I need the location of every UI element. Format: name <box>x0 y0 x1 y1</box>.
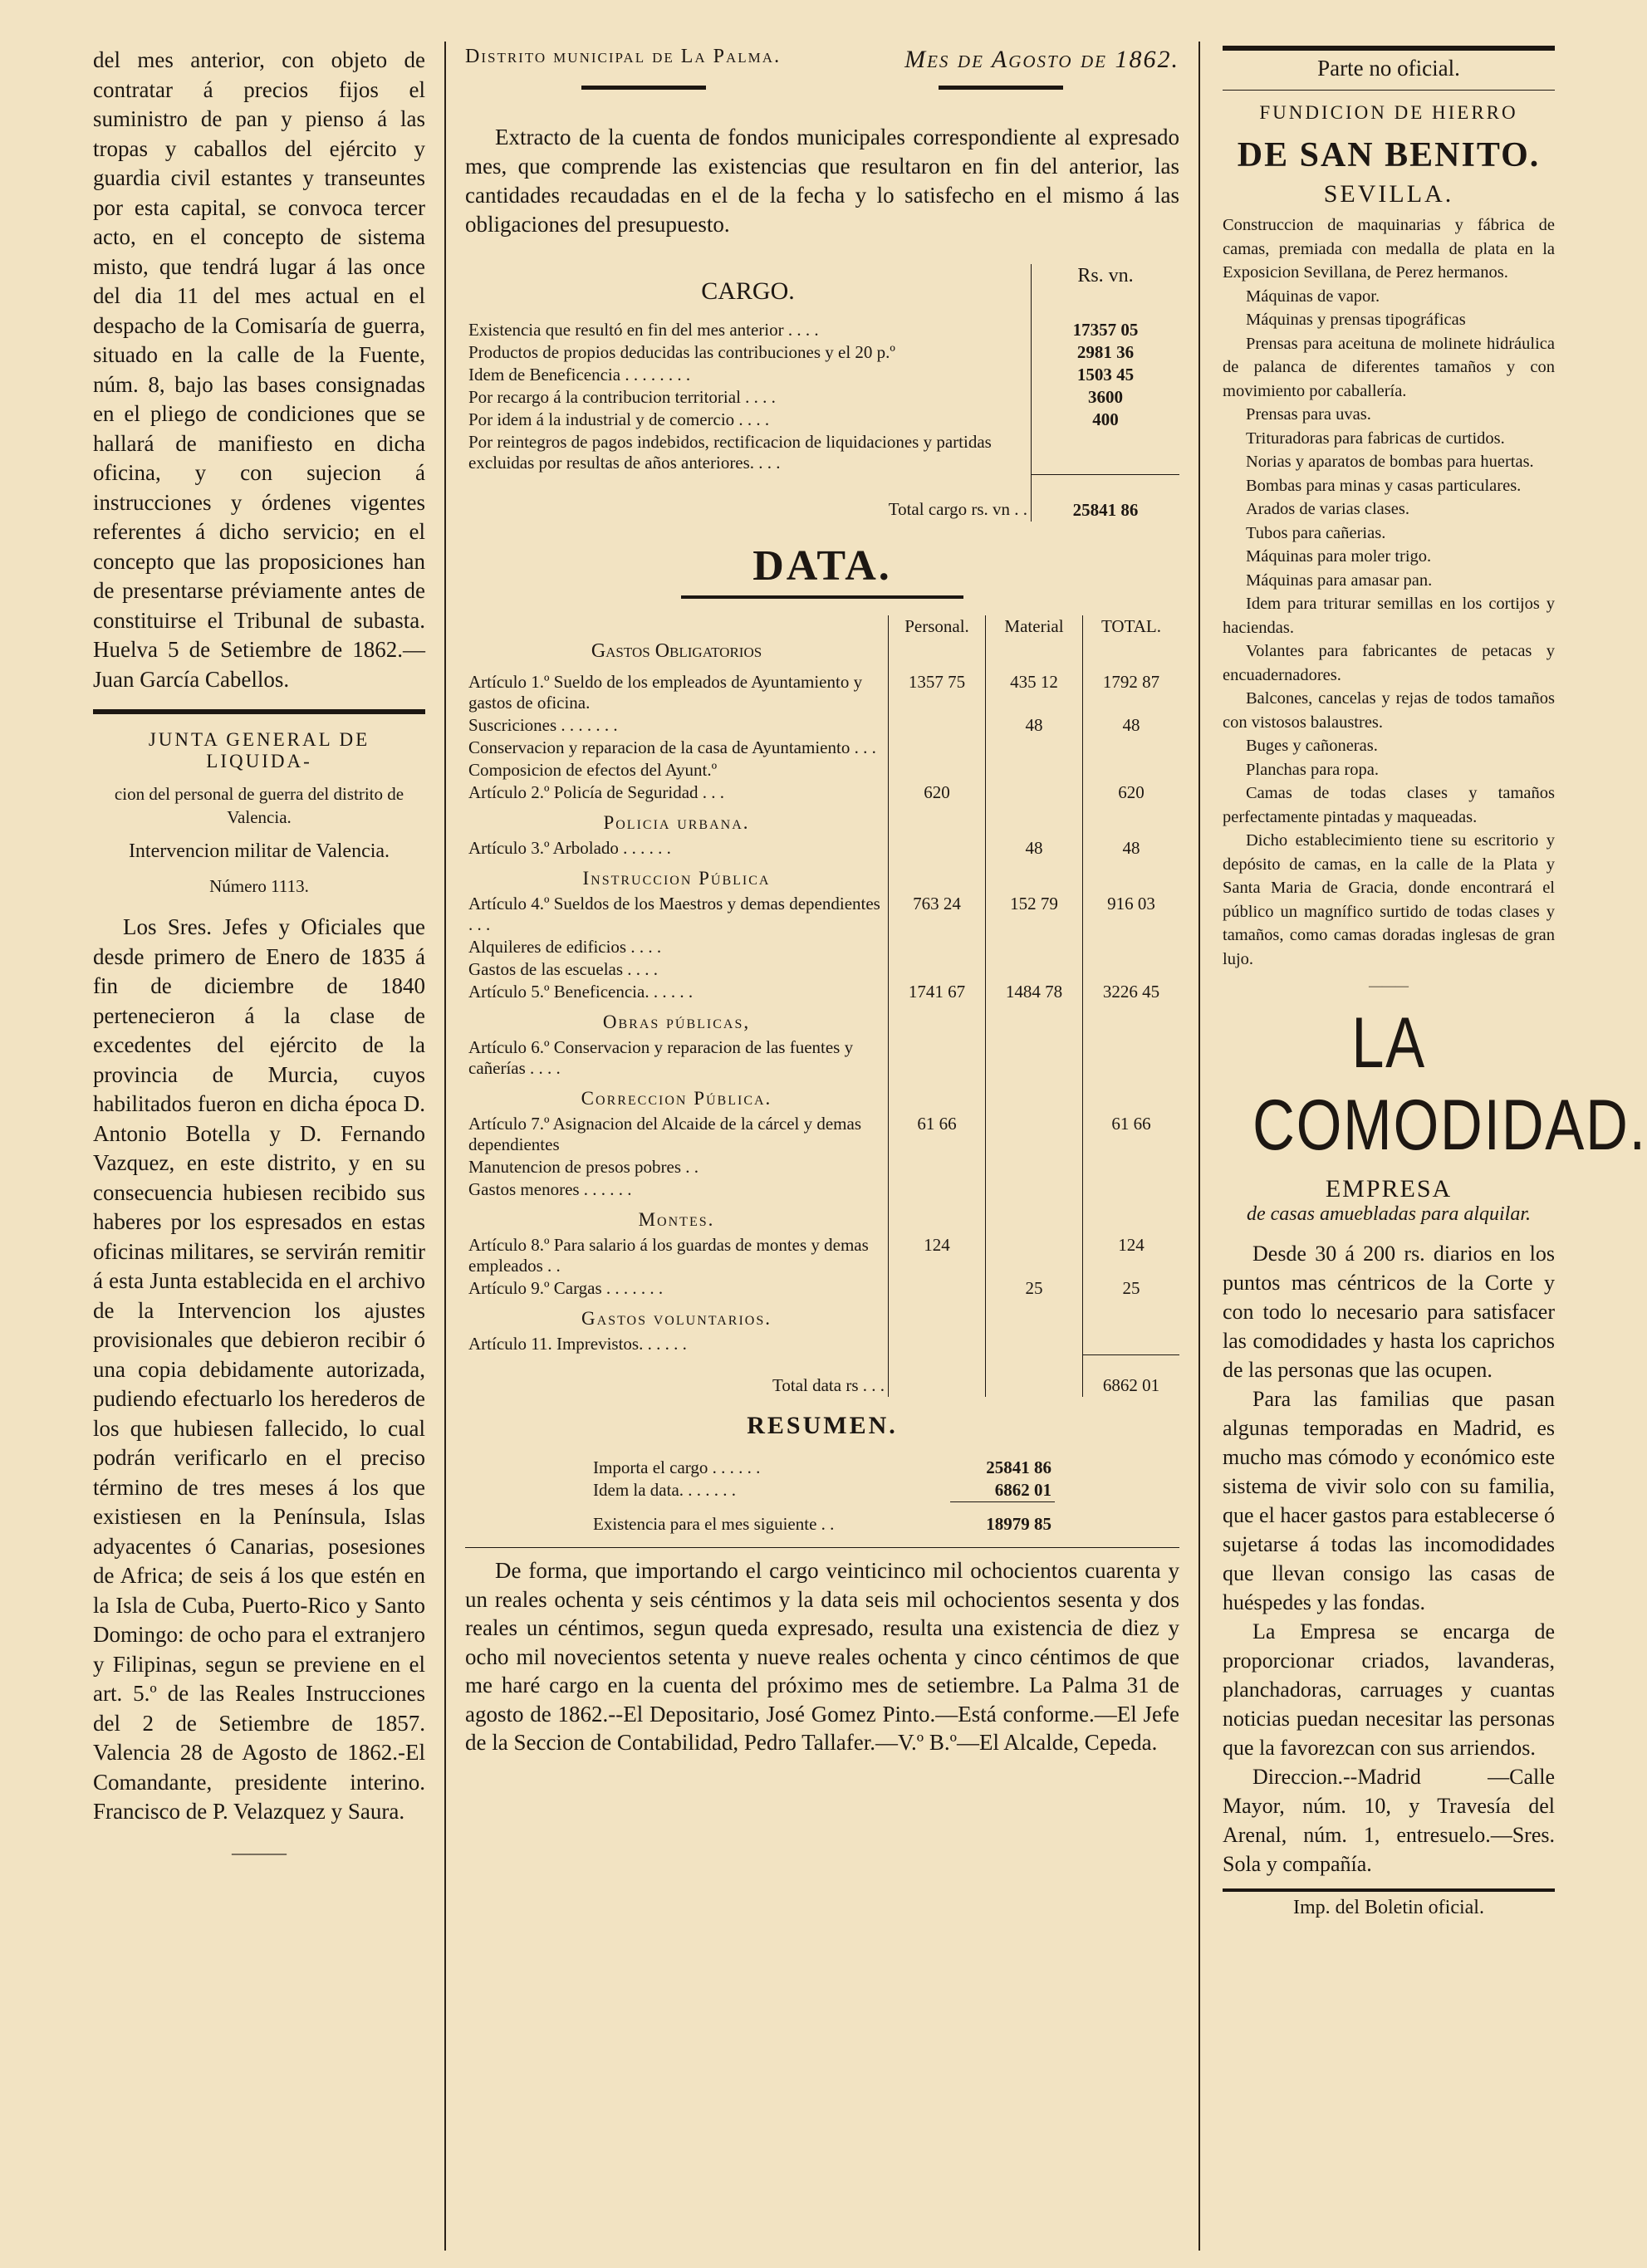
data-row-material <box>986 781 1083 804</box>
data-divider <box>681 595 963 599</box>
data-row-label: Artículo 7.º Asignacion del Alcaide de la cárcel y demas dependientes <box>468 1113 862 1154</box>
cargo-row-label: Existencia que resultó en fin del mes anterior . . . . <box>468 320 819 340</box>
data-row-material: 1484 78 <box>986 981 1083 1003</box>
data-row <box>465 981 1179 1003</box>
col-header-personal: Personal. <box>889 615 986 671</box>
middle-column <box>465 46 1179 1757</box>
fundicion-item: Arados de varias clases. <box>1246 500 1409 518</box>
resumen-table <box>590 1457 1055 1536</box>
resumen-value: 6862 01 <box>994 1480 1051 1500</box>
data-row-total: 48 <box>1083 714 1180 737</box>
data-row <box>465 893 1179 936</box>
cargo-row-value: 3600 <box>1032 386 1180 409</box>
data-row <box>465 1156 1179 1178</box>
end-mark: ——— <box>232 1841 287 1863</box>
data-row-label: Artículo 8.º Para salario á los guardas de montes y demas empleados . . <box>468 1234 869 1276</box>
data-row <box>465 1277 1179 1300</box>
header-ornaments <box>465 86 1179 90</box>
resumen-row <box>590 1457 1055 1479</box>
data-row-label: Gastos de las escuelas . . . . <box>468 958 659 979</box>
data-row-personal: 763 24 <box>889 893 986 936</box>
existencia-value: 18979 85 <box>950 1502 1055 1536</box>
data-section-row <box>465 1201 1179 1234</box>
small-divider: ——— <box>1369 979 1409 993</box>
san-benito-title: DE SAN BENITO. <box>1237 136 1541 174</box>
data-row-material <box>986 1156 1083 1178</box>
data-row-personal: 620 <box>889 781 986 804</box>
data-section-row <box>465 804 1179 837</box>
data-row-total <box>1083 737 1180 759</box>
data-row-material <box>986 936 1083 958</box>
data-row-label: Artículo 3.º Arbolado . . . . . . <box>468 837 671 858</box>
col-header-gastos: Gastos Obligatorios <box>591 639 762 662</box>
data-section-label: Montes. <box>638 1208 715 1230</box>
data-row-total <box>1083 1178 1180 1201</box>
fundicion-item: Dicho establecimiento tiene su escritorio y depósito de camas, en la calle de la Plata y Santa Maria de Gracia, donde encontrará el público un magnífico surtido de todas clases y tamaños, como camas doradas inglesas de gran lujo. <box>1223 831 1555 968</box>
fundicion-item: Camas de todas clases y tamaños perfectamente pintadas y maqueadas. <box>1223 784 1555 826</box>
fundicion-list <box>1223 213 1555 971</box>
comodidad-p1: Desde 30 á 200 rs. diarios en los puntos mas céntricos de la Corte y con todo lo necesario para satisfacer las comodidades y hasta los caprichos de las personas que las ocupen. <box>1223 1242 1555 1382</box>
parte-rule <box>1223 90 1555 91</box>
data-row-material <box>986 1333 1083 1355</box>
cargo-row-value: 2981 36 <box>1032 341 1180 364</box>
data-total-label: Total data rs . . . <box>772 1374 885 1395</box>
comodidad-p4: Direccion.--Madrid —Calle Mayor, núm. 10, y Travesía del Arenal, núm. 1, entresuelo.—Sres. Sola y compañía. <box>1223 1765 1555 1876</box>
fundicion-item: Planchas para ropa. <box>1246 760 1379 779</box>
data-row-total <box>1083 936 1180 958</box>
closing-divider <box>465 1547 1179 1548</box>
data-row-total <box>1083 1333 1180 1355</box>
data-row-total: 25 <box>1083 1277 1180 1300</box>
data-row-personal: 1741 67 <box>889 981 986 1003</box>
data-row-material <box>986 1234 1083 1277</box>
data-row <box>465 1333 1179 1355</box>
fundicion-item: Prensas para aceituna de molinete hidráulica de palanca de diferentes tamaños y con movimiento por caballería. <box>1223 334 1555 400</box>
data-row-label: Artículo 6.º Conservacion y reparacion de las fuentes y cañerías . . . . <box>468 1036 854 1078</box>
data-row-material <box>986 1036 1083 1080</box>
heavy-divider <box>93 709 425 714</box>
data-row-label: Artículo 11. Imprevistos. . . . . . <box>468 1333 687 1354</box>
junta-title: JUNTA GENERAL DE LIQUIDA- <box>148 729 370 772</box>
data-row-material <box>986 958 1083 981</box>
data-row-personal <box>889 1277 986 1300</box>
resumen-label: Importa el cargo . . . . . . <box>593 1457 761 1477</box>
comodidad-p3: La Empresa se encarga de proporcionar criados, lavanderas, planchadoras, carruages y cuantas noticias puedan necesitar las personas que la favorezcan con sus arriendos. <box>1223 1619 1555 1760</box>
parte-no-oficial: Parte no oficial. <box>1317 56 1460 81</box>
col-header-material: Material <box>986 615 1083 671</box>
fundicion-item: Tubos para cañerias. <box>1246 523 1386 542</box>
cargo-row-value <box>1032 431 1180 474</box>
data-section-label: Correccion Pública. <box>581 1087 772 1109</box>
data-title: DATA. <box>752 541 892 590</box>
data-row-label: Gastos menores . . . . . . <box>468 1178 632 1199</box>
data-row-personal <box>889 958 986 981</box>
column-rule-left <box>444 42 446 2251</box>
data-row-material: 25 <box>986 1277 1083 1300</box>
data-row-label: Artículo 1.º Sueldo de los empleados de Ayuntamiento y gastos de oficina. <box>468 671 863 713</box>
data-row <box>465 737 1179 759</box>
fundicion-item: Volantes para fabricantes de petacas y encuadernadores. <box>1223 642 1555 684</box>
cargo-row-label: Por idem á la industrial y de comercio . . . . <box>468 409 770 429</box>
data-row <box>465 759 1179 781</box>
data-row-total: 48 <box>1083 837 1180 860</box>
cargo-row-label: Productos de propios deducidas las contribuciones y el 20 p.º <box>468 342 895 362</box>
data-row-material: 435 12 <box>986 671 1083 714</box>
fundicion-item: Bombas para minas y casas particulares. <box>1246 476 1522 495</box>
data-row-total: 916 03 <box>1083 893 1180 936</box>
data-row-total: 61 66 <box>1083 1113 1180 1156</box>
data-row-material: 48 <box>986 714 1083 737</box>
data-row-label: Conservacion y reparacion de la casa de Ayuntamiento . . . <box>468 737 876 757</box>
cargo-row <box>465 409 1179 431</box>
data-row-personal: 1357 75 <box>889 671 986 714</box>
cargo-row <box>465 341 1179 364</box>
data-row <box>465 714 1179 737</box>
numero-label: Número 1113. <box>209 876 309 896</box>
fundicion-item: Prensas para uvas. <box>1246 405 1371 424</box>
junta-subtitle: cion del personal de guerra del distrito de Valencia. <box>114 784 404 827</box>
comodidad-title: LA COMODIDAD. <box>1252 1003 1647 1165</box>
middle-header <box>465 46 1179 74</box>
cargo-total: 25841 86 <box>1032 474 1180 522</box>
cargo-total-label: Total cargo rs. vn . . <box>888 499 1027 519</box>
data-row-label: Composicion de efectos del Ayunt.º <box>468 759 718 780</box>
data-row <box>465 1036 1179 1080</box>
data-row-personal <box>889 1156 986 1178</box>
data-table <box>465 615 1179 1398</box>
rs-header: Rs. vn. <box>1032 264 1180 319</box>
left-paragraph-2: Los Sres. Jefes y Oficiales que desde primero de Enero de 1835 á fin de diciembre de 1840 pertenecieron á la clase de excedentes del ejército de la provincia de Murcia, cuyos habilitados fueron en dicha época D. Antonio Botella y D. Fernando Vazquez, en este distrito, y en su consecuencia hubiesen recibido sus haberes por los espresados en estas oficinas militares, se servirán remitir á esta Junta establecida en el archivo de la Intervencion los ajustes provisionales que debieron recibir ó una copia debidamente autorizada, pudiendo efectuarlo los herederos de los que hubiesen fallecido, lo cual podrán verificarlo en el preciso término de tres meses á los que existiesen en la Península, Islas adyacentes ó Canarias, posesiones de Africa; de seis á los que estén en la Isla de Cuba, Puerto-Rico y Santo Domingo: de ocho para el extranjero y Filipinas, segun se previene en el art. 5.º de las Reales Instrucciones del 2 de Setiembre de 1857. Valencia 28 de Agosto de 1862.-El Comandante, presidente interino. Francisco de P. Velazquez y Saura. <box>93 914 425 1824</box>
empresa-title: EMPRESA <box>1325 1175 1453 1203</box>
data-row-total <box>1083 1156 1180 1178</box>
data-row-total: 620 <box>1083 781 1180 804</box>
data-row-material <box>986 737 1083 759</box>
data-row-total <box>1083 1036 1180 1080</box>
data-section-row <box>465 1300 1179 1333</box>
data-section-row <box>465 1080 1179 1113</box>
column-rule-right <box>1198 42 1200 2251</box>
data-row-personal <box>889 1036 986 1080</box>
cargo-row-value: 17357 05 <box>1032 319 1180 341</box>
sevilla-title: SEVILLA. <box>1323 180 1454 208</box>
data-section-row <box>465 860 1179 893</box>
resumen-title: RESUMEN. <box>747 1412 898 1439</box>
data-row-total <box>1083 958 1180 981</box>
data-row <box>465 936 1179 958</box>
fundicion-item: Idem para triturar semillas en los cortijos y haciendas. <box>1223 595 1555 637</box>
comodidad-p2: Para las familias que pasan algunas temporadas en Madrid, es mucho mas cómodo y económico este sistema de vivir solo con su familia, que el hacer gastos para establecerse ó sujetarse á todas las incomodidades que llevan consigo las casas de huéspedes y las fondas. <box>1223 1387 1555 1614</box>
data-row <box>465 671 1179 714</box>
data-row-label: Alquileres de edificios . . . . <box>468 936 662 957</box>
cargo-table <box>465 264 1179 522</box>
closing-paragraph: De forma, que importando el cargo veinticinco mil ochocientos cuarenta y un reales ochenta y seis céntimos y la data seis mil ochocientos sesenta y dos reales un céntimos, segun queda expresado, resulta una existencia de diez y ocho mil novecientos setenta y nueve reales ochenta y cinco céntimos de que me haré cargo en la cuenta del próximo mes de setiembre. La Palma 31 de agosto de 1862.--El Depositario, José Gomez Pinto.—Está conforme.—El Jefe de la Seccion de Contabilidad, Pedro Tallafer.—V.º B.º—El Alcalde, Cepeda. <box>465 1558 1179 1755</box>
cargo-row-label: Idem de Beneficencia . . . . . . . . <box>468 365 691 385</box>
data-section-label: Policia urbana. <box>603 811 750 833</box>
data-row <box>465 781 1179 804</box>
fundicion-item: Balcones, cancelas y rejas de todos tamaños con vistosos balaustres. <box>1223 689 1555 732</box>
data-row-label: Artículo 2.º Policía de Seguridad . . . <box>468 781 725 802</box>
data-row-personal <box>889 936 986 958</box>
data-row <box>465 1234 1179 1277</box>
cargo-row-label: Por reintegros de pagos indebidos, rectificacion de liquidaciones y partidas excluidas por resultas de años anteriores. . . . <box>468 432 992 473</box>
data-row-total: 1792 87 <box>1083 671 1180 714</box>
fundicion-item: Máquinas para amasar pan. <box>1246 571 1433 590</box>
data-row <box>465 1113 1179 1156</box>
data-row-label: Artículo 9.º Cargas . . . . . . . <box>468 1277 664 1298</box>
data-row-material <box>986 1178 1083 1201</box>
data-row-total: 124 <box>1083 1234 1180 1277</box>
fundicion-intro: Construccion de maquinarias y fábrica de camas, premiada con medalla de plata en la Exposicion Sevillana, de Perez hermanos. <box>1223 216 1555 282</box>
data-row-label: Manutencion de presos pobres . . <box>468 1156 699 1177</box>
imprenta-footer: Imp. del Boletin oficial. <box>1223 1888 1555 1919</box>
data-row-personal: 124 <box>889 1234 986 1277</box>
data-row-personal <box>889 737 986 759</box>
data-row-material: 48 <box>986 837 1083 860</box>
data-section-label: Instruccion Pública <box>582 867 771 889</box>
data-row-label: Suscriciones . . . . . . . <box>468 714 618 735</box>
data-row <box>465 958 1179 981</box>
data-row-label: Artículo 5.º Beneficencia. . . . . . <box>468 981 694 1002</box>
data-section-label: Obras públicas, <box>602 1011 751 1032</box>
fundicion-item: Máquinas y prensas tipográficas <box>1246 311 1466 329</box>
cargo-row-value: 400 <box>1032 409 1180 431</box>
cargo-row <box>465 364 1179 386</box>
fundicion-item: Buges y cañoneras. <box>1246 737 1378 755</box>
data-row-total <box>1083 759 1180 781</box>
cargo-row <box>465 386 1179 409</box>
resumen-label: Idem la data. . . . . . . <box>593 1480 737 1500</box>
col-header-total: TOTAL. <box>1083 615 1180 671</box>
data-row-material <box>986 759 1083 781</box>
fundicion-item: Norias y aparatos de bombas para huertas. <box>1246 453 1534 471</box>
district-title: Distrito municipal de La Palma. <box>465 46 782 67</box>
data-row-personal: 61 66 <box>889 1113 986 1156</box>
cargo-row-label: Por recargo á la contribucion territorial . . . . <box>468 387 776 407</box>
fundicion-title: FUNDICION DE HIERRO <box>1259 102 1518 123</box>
cargo-title: CARGO. <box>701 277 795 305</box>
fundicion-item: Máquinas para moler trigo. <box>1246 547 1432 566</box>
cargo-row <box>465 319 1179 341</box>
resumen-value: 25841 86 <box>986 1457 1051 1477</box>
data-row-total: 3226 45 <box>1083 981 1180 1003</box>
data-row-personal <box>889 714 986 737</box>
cargo-row <box>465 431 1179 474</box>
intervencion-title: Intervencion militar de Valencia. <box>128 840 390 862</box>
data-section-row <box>465 1003 1179 1036</box>
data-row-personal <box>889 1333 986 1355</box>
existencia-label: Existencia para el mes siguiente . . <box>593 1513 835 1534</box>
data-row-personal <box>889 1178 986 1201</box>
data-row-personal <box>889 759 986 781</box>
extracto-intro: Extracto de la cuenta de fondos municipales correspondiente al expresado mes, que comprende las existencias que resultaron en fin del anterior, las cantidades recaudadas en el de la fecha y lo satisfecho en el mismo á las obligaciones del presupuesto. <box>465 125 1179 237</box>
fundicion-item: Máquinas de vapor. <box>1246 287 1380 306</box>
data-row-material: 152 79 <box>986 893 1083 936</box>
cargo-row-value: 1503 45 <box>1032 364 1180 386</box>
data-row <box>465 837 1179 860</box>
data-row <box>465 1178 1179 1201</box>
empresa-subtitle: de casas amuebladas para alquilar. <box>1247 1203 1531 1225</box>
data-section-label: Gastos voluntarios. <box>581 1307 772 1329</box>
data-total: 6862 01 <box>1083 1355 1180 1398</box>
fundicion-item: Trituradoras para fabricas de curtidos. <box>1246 429 1505 448</box>
left-paragraph-1: del mes anterior, con objeto de contratar á precios fijos el suministro de pan y pienso á las tropas y caballos del ejército y guardia civil estantes y transeuntes por esta capital, se convoca tercer acto, en el concepto de sistema misto, que tendrá lugar á las once del dia 11 del mes actual en el despacho de la Comisaría de guerra, situado en la calle de la Fuente, núm. 8, bajo las bases consignadas en el pliego de condiciones que se hallará de manifiesto en dicha oficina, y con sujecion á instrucciones y órdenes vigentes referentes á dicho servicio; en el concepto que las proposiciones han de presentarse préviamente antes de constituirse el Tribunal de subasta. Huelva 5 de Setiembre de 1862.—Juan García Cabellos. <box>93 47 425 692</box>
top-rule <box>1223 46 1555 51</box>
month-title: Mes de Agosto de 1862. <box>904 46 1179 73</box>
right-column <box>1223 46 1647 1919</box>
left-column <box>93 46 425 1864</box>
resumen-row <box>590 1479 1055 1502</box>
data-row-label: Artículo 4.º Sueldos de los Maestros y demas dependientes . . . <box>468 893 880 934</box>
data-row-personal <box>889 837 986 860</box>
data-row-material <box>986 1113 1083 1156</box>
